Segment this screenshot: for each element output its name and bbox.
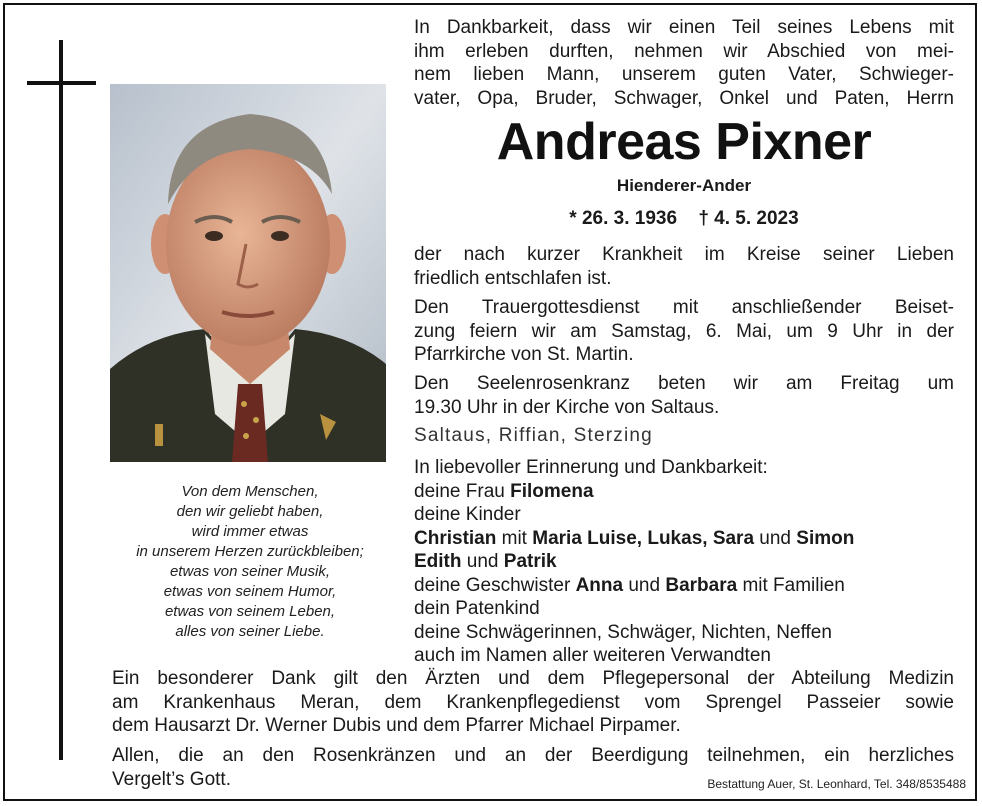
- poem-line: Von dem Menschen,: [181, 483, 319, 500]
- family-godchild: dein Patenkind: [414, 598, 540, 619]
- thanks-text: [112, 667, 954, 738]
- poem-line: etwas von seinem Humor,: [163, 583, 337, 600]
- connector: und: [461, 551, 504, 572]
- family-inlaws: deine Schwägerinnen, Schwäger, Nichten, Neffen: [414, 621, 832, 643]
- intro-line: In Dankbarkeit, dass wir einen Teil seines Lebens mit: [414, 17, 954, 38]
- family-child-2: [414, 550, 954, 574]
- family-child-1: [414, 527, 954, 551]
- poem-line: wird immer etwas: [191, 523, 309, 540]
- passing-line: friedlich entschlafen ist.: [414, 267, 612, 289]
- service-line: zung feiern wir am Samstag, 6. Mai, um 9 Uhr in der: [414, 320, 954, 342]
- connector: mit: [496, 527, 533, 549]
- places-line: [414, 424, 954, 448]
- poem-line: in unserem Herzen zurückbleiben;: [136, 543, 364, 560]
- poem-line: den wir geliebt haben,: [176, 503, 324, 520]
- thanks-line: Ein besonderer Dank gilt den Ärzten und dem Pflegepersonal der Abteilung Medizin: [112, 668, 954, 689]
- passing-text: [414, 243, 954, 290]
- portrait-photo: [110, 84, 386, 462]
- memorial-poem: [100, 482, 400, 642]
- family-heading: In liebevoller Erinnerung und Dankbarkeit:: [414, 457, 768, 478]
- sibling-name: Anna: [575, 574, 624, 596]
- service-line: Den Trauergottesdienst mit anschließender Beiset-: [414, 297, 954, 318]
- closing-line: Allen, die an den Rosenkränzen und an der Beerdigung teilnehmen, ein herzliches: [112, 745, 954, 766]
- family-wife: [414, 480, 954, 504]
- poem-line: etwas von seiner Musik,: [169, 563, 331, 580]
- birth-date: * 26. 3. 1936: [569, 208, 678, 229]
- sibling-name: Barbara: [665, 574, 738, 596]
- intro-text: [414, 16, 954, 110]
- rosary-line: Den Seelenrosenkranz beten wir am Freitag um: [414, 373, 954, 394]
- life-dates: [414, 206, 954, 232]
- family-relatives: auch im Namen aller weiteren Verwandten: [414, 645, 771, 666]
- rosary-line: 19.30 Uhr in der Kirche von Saltaus.: [414, 396, 720, 418]
- intro-line: nem lieben Mann, unserem guten Vater, Schwieger-: [414, 64, 954, 85]
- family-children-label: deine Kinder: [414, 504, 521, 525]
- poem-line: alles von seiner Liebe.: [175, 623, 325, 640]
- child-name: Edith: [414, 551, 462, 572]
- label: deine Geschwister: [414, 574, 576, 596]
- passing-line: der nach kurzer Krankheit im Kreise seiner Lieben: [414, 244, 954, 265]
- deceased-name: Andreas Pixner: [496, 113, 872, 171]
- thanks-line: am Krankenhaus Meran, dem Krankenpflegedienst vom Sprengel Passeier sowie: [112, 691, 954, 713]
- rosary-text: [414, 372, 954, 419]
- intro-line: vater, Opa, Bruder, Schwager, Onkel und Paten, Herrn: [414, 87, 954, 109]
- cross-icon: [59, 40, 63, 760]
- wife-name: Filomena: [510, 480, 594, 502]
- grandchildren-names: Maria Luise, Lukas, Sara: [532, 527, 755, 549]
- family-list: [414, 456, 954, 668]
- places-text: Saltaus, Riffian, Sterzing: [414, 425, 653, 446]
- child-name: Christian: [414, 527, 497, 549]
- label: mit Familien: [737, 574, 845, 596]
- funeral-home-credit: Bestattung Auer, St. Leonhard, Tel. 348/8535488: [707, 777, 966, 791]
- label: deine Frau: [414, 480, 511, 502]
- connector: und: [623, 574, 666, 596]
- service-line: Pfarrkirche von St. Martin.: [414, 344, 634, 365]
- death-date: † 4. 5. 2023: [698, 208, 799, 229]
- intro-line: ihm erleben durften, nehmen wir Abschied von mei-: [414, 40, 954, 62]
- child-partner-name: Patrik: [503, 551, 557, 572]
- poem-line: etwas von seinem Leben,: [164, 603, 336, 620]
- cross-icon-bar: [27, 81, 96, 85]
- thanks-line: dem Hausarzt Dr. Werner Dubis und dem Pfarrer Michael Pirpamer.: [112, 715, 681, 736]
- house-name: Hienderer-Ander: [616, 176, 752, 195]
- closing-line: Vergelt’s Gott.: [112, 768, 231, 790]
- grandchild-name: Simon: [796, 527, 855, 549]
- funeral-service-text: [414, 296, 954, 367]
- connector: und: [754, 527, 797, 549]
- family-siblings: [414, 574, 954, 598]
